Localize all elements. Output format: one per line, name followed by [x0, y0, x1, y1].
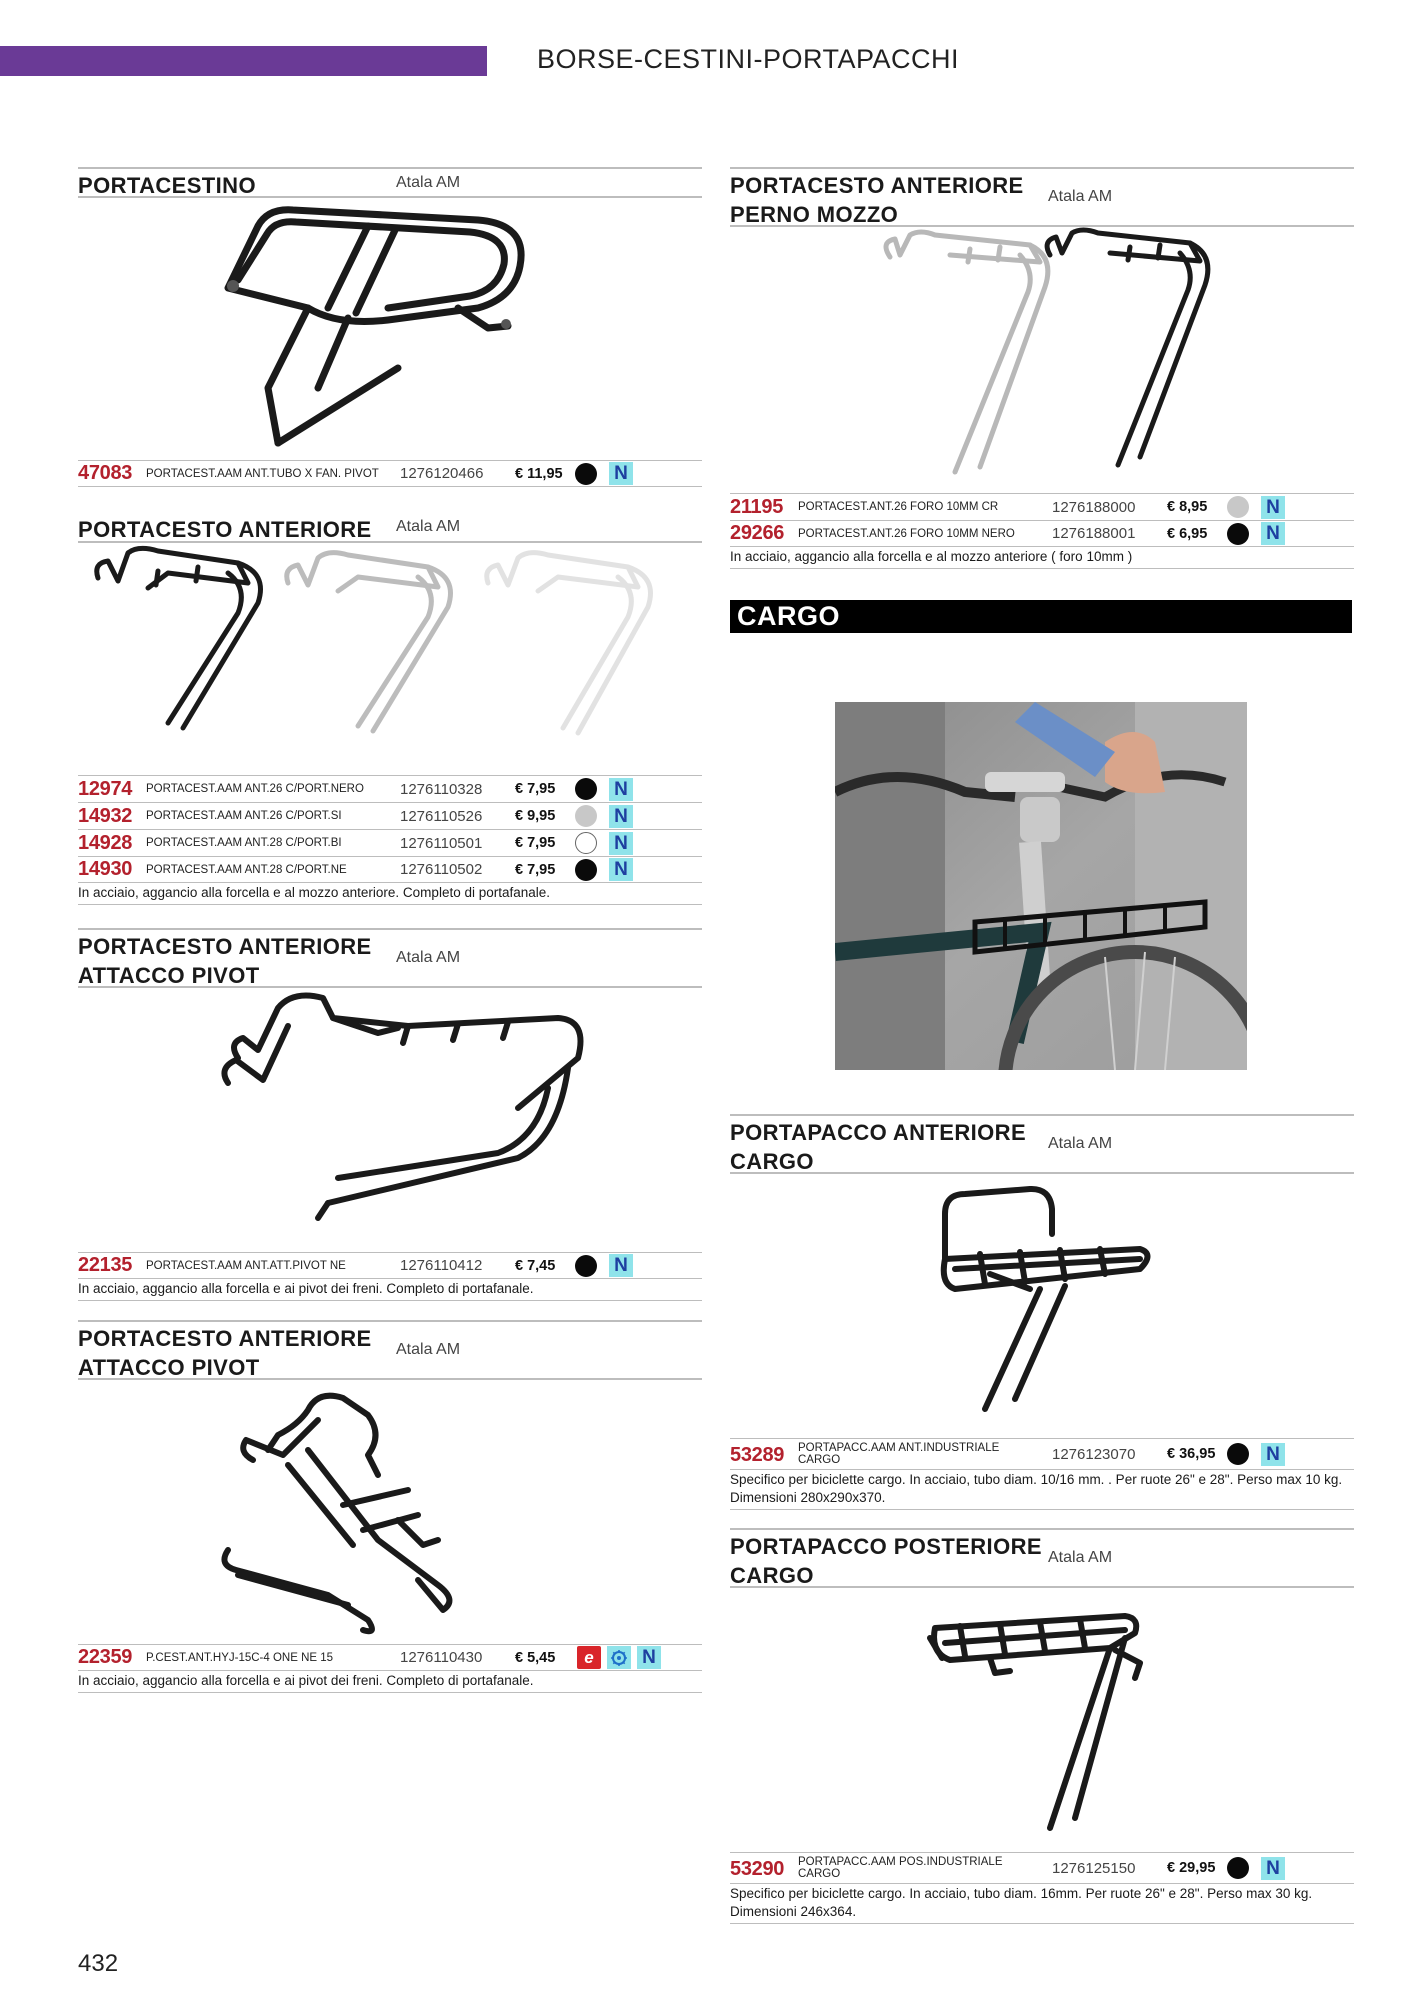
product-ean: 1276110501: [400, 834, 483, 852]
product-image-attacco-pivot-2: [78, 1380, 702, 1644]
product-rows: [78, 460, 702, 487]
product-note: In acciaio, aggancio alla forcella e al mozzo anteriore ( foro 10mm ): [730, 547, 1354, 569]
brand-label: Atala AM: [396, 518, 461, 535]
product-row: [730, 1438, 1354, 1470]
product-row: [78, 775, 702, 802]
new-badge: N: [609, 778, 633, 801]
product-image-portacestino: [78, 198, 702, 460]
section-title-line: CARGO: [730, 1563, 814, 1588]
product-rows: [730, 1852, 1354, 1884]
product-note: In acciaio, aggancio alla forcella e ai pivot dei freni. Completo di portafanale.: [78, 1279, 702, 1301]
section-title: [78, 1322, 702, 1382]
product-code: 14932: [78, 804, 133, 827]
product-description: PORTACEST.AAM ANT.28 C/PORT.NE: [146, 863, 347, 876]
product-code: 14928: [78, 831, 133, 854]
product-row: [78, 460, 702, 487]
section-header: [78, 928, 702, 988]
product-price: € 7,45: [515, 1257, 556, 1274]
product-image-portapacco-anteriore-cargo: [730, 1174, 1354, 1438]
section-title: [730, 169, 1354, 229]
section-title-line: CARGO: [730, 1149, 814, 1174]
section-attacco-pivot-1: [78, 928, 702, 1301]
product-image-perno-mozzo: [730, 227, 1354, 493]
product-price: € 8,95: [1167, 499, 1208, 515]
brand-label: Atala AM: [1048, 1549, 1113, 1566]
product-note: In acciaio, aggancio alla forcella e ai pivot dei freni. Completo di portafanale.: [78, 1671, 702, 1693]
product-description: PORTACEST.AAM ANT.26 C/PORT.SI: [146, 810, 342, 822]
product-image-attacco-pivot-1: [78, 988, 702, 1252]
product-description: PORTACEST.ANT.26 FORO 10MM CR: [798, 501, 999, 513]
new-badge: N: [1261, 1443, 1285, 1466]
page-header-title: BORSE-CESTINI-PORTAPACCHI: [537, 44, 960, 74]
product-price: € 7,95: [515, 861, 556, 878]
product-note: Specifico per biciclette cargo. In acciaio, tubo diam. 16mm. Per ruote 26" e 28". Perso max 30 kg. Dimensioni 246x364.: [730, 1884, 1354, 1924]
product-description-line: CARGO: [798, 1868, 841, 1880]
product-row: [78, 1252, 702, 1279]
product-code: 22359: [78, 1646, 133, 1668]
product-ean: 1276188001: [1052, 525, 1136, 542]
section-title: PORTACESTINO: [78, 173, 256, 198]
section-title-line: PORTACESTO ANTERIORE: [730, 173, 1024, 198]
product-row: [78, 829, 702, 856]
product-image-portapacco-posteriore-cargo: [730, 1588, 1354, 1852]
color-swatch-black: [575, 778, 597, 800]
product-image-portacesto-anteriore: [78, 543, 702, 775]
color-swatch-black: [575, 1255, 597, 1277]
new-badge: N: [609, 1254, 633, 1277]
new-badge: N: [609, 462, 633, 485]
product-rows: [730, 1438, 1354, 1470]
product-description: PORTACEST.ANT.26 FORO 10MM NERO: [798, 527, 1015, 540]
product-row: [730, 520, 1354, 547]
section-portapacco-posteriore-cargo: [730, 1528, 1354, 1924]
new-badge: N: [609, 805, 633, 828]
e-bike-badge: e: [577, 1646, 601, 1669]
product-code: 29266: [730, 522, 785, 544]
section-title: [730, 1530, 1354, 1590]
new-badge: N: [1261, 522, 1285, 545]
brand-label: Atala AM: [1048, 1135, 1113, 1152]
color-swatch-black: [575, 859, 597, 881]
section-title-line: PORTACESTO ANTERIORE: [78, 934, 372, 959]
brand-label: Atala AM: [396, 173, 461, 191]
product-description-line: PORTAPACC.AAM ANT.INDUSTRIALE: [798, 1442, 1000, 1454]
new-badge: N: [1261, 1857, 1285, 1880]
section-header: [78, 513, 702, 543]
product-code: 14930: [78, 858, 133, 880]
product-ean: 1276110430: [400, 1649, 483, 1666]
section-title: [78, 930, 702, 990]
product-code: 47083: [78, 462, 133, 484]
section-header: [78, 1320, 702, 1380]
product-ean: 1276110526: [400, 807, 483, 825]
product-description: PORTACEST.AAM ANT.TUBO X FAN. PIVOT: [146, 467, 379, 480]
product-ean: 1276120466: [400, 465, 484, 482]
product-ean: 1276110412: [400, 1257, 483, 1274]
product-price: € 36,95: [1167, 1446, 1216, 1462]
new-badge: N: [609, 832, 633, 855]
product-price: € 9,95: [515, 808, 556, 824]
new-badge: N: [637, 1646, 661, 1669]
section-title-line: PORTAPACCO POSTERIORE: [730, 1534, 1042, 1559]
product-code: 21195: [730, 495, 784, 518]
brand-label: Atala AM: [396, 949, 461, 966]
product-ean: 1276110328: [400, 780, 483, 798]
new-badge: N: [609, 858, 633, 881]
section-title-line: PORTAPACCO ANTERIORE: [730, 1120, 1027, 1145]
product-description: PORTACEST.AAM ANT.26 C/PORT.NERO: [146, 783, 364, 795]
product-note: Specifico per biciclette cargo. In acciaio, tubo diam. 10/16 mm. . Per ruote 26" e 28". Perso max 10 kg. Dimensioni 280x290x370.: [730, 1470, 1354, 1510]
product-description-line: CARGO: [798, 1454, 841, 1466]
product-ean: 1276125150: [1052, 1859, 1136, 1877]
product-description-line: PORTAPACC.AAM POS.INDUSTRIALE: [798, 1856, 1003, 1868]
product-code: 53289: [730, 1444, 785, 1466]
product-description: P.CEST.ANT.HYJ-15C-4 ONE NE 15: [146, 1651, 334, 1664]
color-swatch-silver: [575, 805, 597, 827]
product-row: [730, 1852, 1354, 1884]
color-swatch-black: [575, 463, 597, 485]
section-portapacco-anteriore-cargo: [730, 1114, 1354, 1510]
product-rows: [78, 1644, 702, 1671]
section-header: [730, 1114, 1354, 1174]
product-description: [798, 1856, 1052, 1880]
section-header: [730, 167, 1354, 227]
new-badge: N: [1261, 496, 1285, 519]
color-swatch-black: [1227, 523, 1249, 545]
header-accent-bar: [0, 46, 487, 76]
gear-icon: [607, 1646, 631, 1669]
section-title-line: PORTACESTO ANTERIORE: [78, 1326, 372, 1351]
brand-label: Atala AM: [396, 1341, 461, 1358]
product-row: [730, 493, 1354, 520]
product-code: 12974: [78, 777, 133, 800]
product-rows: [730, 493, 1354, 547]
section-title: [730, 1116, 1354, 1176]
product-price: € 5,45: [515, 1649, 556, 1666]
section-header: [78, 167, 702, 198]
section-title-line: ATTACCO PIVOT: [78, 963, 260, 988]
product-price: € 6,95: [1167, 525, 1208, 542]
section-attacco-pivot-2: [78, 1320, 702, 1693]
product-row: [78, 856, 702, 883]
product-price: € 29,95: [1167, 1860, 1216, 1876]
section-perno-mozzo: [730, 167, 1354, 569]
color-swatch-black: [1227, 1857, 1249, 1879]
product-price: € 7,95: [515, 835, 556, 851]
section-portacestino: [78, 167, 702, 487]
color-swatch-black: [1227, 1443, 1249, 1465]
cargo-photo: [835, 702, 1247, 1070]
product-row: [78, 1644, 702, 1671]
section-portacesto-anteriore: [78, 513, 702, 905]
product-description: PORTACEST.AAM ANT.28 C/PORT.BI: [146, 837, 342, 849]
product-note: In acciaio, aggancio alla forcella e al mozzo anteriore. Completo di portafanale.: [78, 883, 702, 905]
product-description: [798, 1442, 1052, 1466]
section-title-line: ATTACCO PIVOT: [78, 1355, 260, 1380]
product-price: € 7,95: [515, 781, 556, 797]
product-code: 53290: [730, 1858, 785, 1880]
category-bar-cargo: CARGO: [730, 600, 1352, 633]
section-title-line: PERNO MOZZO: [730, 202, 899, 227]
product-code: 22135: [78, 1254, 133, 1276]
brand-label: Atala AM: [1048, 188, 1113, 205]
product-row: [78, 802, 702, 829]
product-ean: 1276123070: [1052, 1445, 1136, 1463]
color-swatch-white: [575, 832, 597, 854]
section-header: [730, 1528, 1354, 1588]
product-price: € 11,95: [515, 465, 563, 482]
section-title: PORTACESTO ANTERIORE: [78, 517, 372, 542]
page-number: 432: [78, 1950, 119, 1977]
product-rows: [78, 1252, 702, 1279]
product-description: PORTACEST.AAM ANT.ATT.PIVOT NE: [146, 1259, 346, 1272]
product-rows: [78, 775, 702, 883]
product-ean: 1276110502: [400, 861, 483, 878]
color-swatch-silver: [1227, 496, 1249, 518]
product-ean: 1276188000: [1052, 498, 1136, 516]
